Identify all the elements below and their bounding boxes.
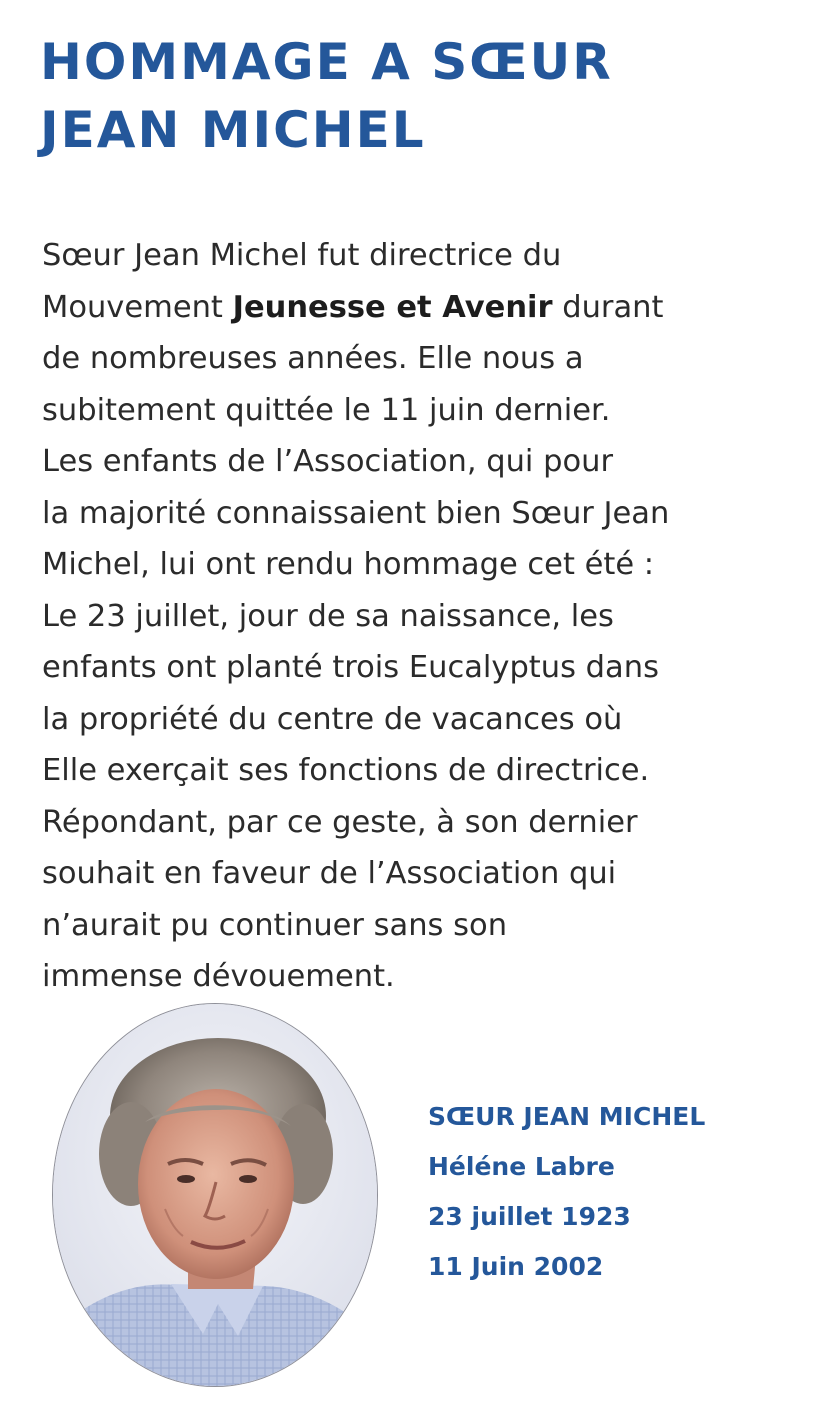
body-line: enfants ont planté trois Eucalyptus dans	[42, 650, 659, 685]
body-line: Les enfants de l’Association, qui pour	[42, 444, 613, 479]
body-line: immense dévouement.	[42, 959, 395, 994]
portrait-photo	[52, 1003, 378, 1387]
caption-birth-date: 23 juillet 1923	[428, 1202, 631, 1231]
body-line: Sœur Jean Michel fut directrice du	[42, 238, 562, 273]
body-line: la majorité connaissaient bien Sœur Jean	[42, 495, 670, 531]
eye-shape	[239, 1175, 257, 1183]
body-line	[42, 282, 822, 334]
body-text-fragment: Mouvement	[42, 289, 233, 325]
portrait-illustration	[53, 1004, 378, 1387]
body-line: Michel, lui ont rendu hommage cet été :	[42, 547, 655, 582]
body-line: Répondant, par ce geste, à son dernier	[42, 804, 638, 840]
body-line: souhait en faveur de l’Association qui	[42, 856, 617, 891]
body-line: Elle exerçait ses fonctions de directrice.	[42, 753, 650, 788]
article-title	[40, 28, 800, 164]
body-line: n’aurait pu continuer sans son	[42, 907, 508, 943]
body-text-fragment: durant	[552, 289, 664, 325]
body-line: la propriété du centre de vacances où	[42, 701, 623, 737]
caption-birth-name: Héléne Labre	[428, 1152, 615, 1181]
body-line: subitement quittée le 11 juin dernier.	[42, 392, 611, 428]
association-name: Jeunesse et Avenir	[232, 289, 553, 325]
article-body	[42, 230, 822, 1003]
title-line-1: HOMMAGE A SŒUR	[40, 33, 613, 91]
caption-death-date: 11 Juin 2002	[428, 1252, 604, 1281]
body-line: Le 23 juillet, jour de sa naissance, les	[42, 598, 614, 634]
title-line-2: JEAN MICHEL	[40, 101, 426, 159]
body-line: de nombreuses années. Elle nous a	[42, 341, 584, 376]
portrait-caption	[428, 1092, 808, 1292]
caption-name: SŒUR JEAN MICHEL	[428, 1102, 706, 1131]
eye-shape	[177, 1175, 195, 1183]
